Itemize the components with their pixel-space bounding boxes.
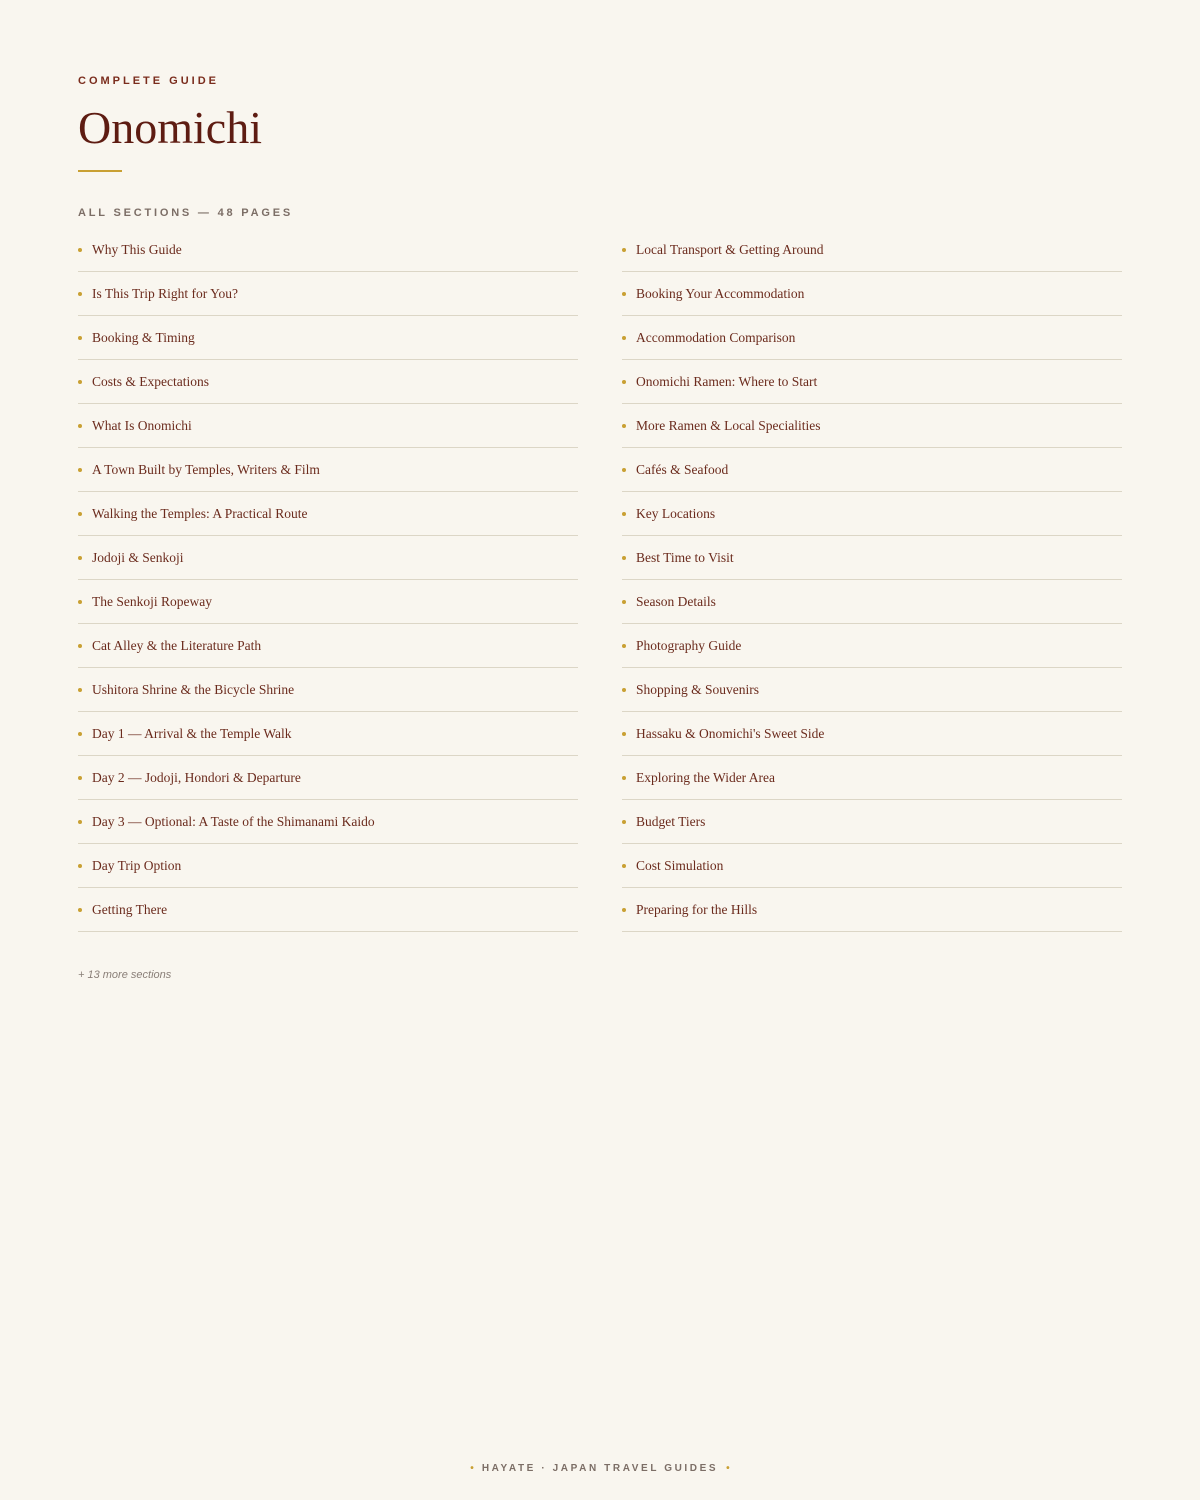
bullet-icon xyxy=(78,820,82,824)
page-title: Onomichi xyxy=(78,102,262,153)
bullet-icon xyxy=(78,864,82,868)
list-item[interactable] xyxy=(78,580,578,624)
list-item-label: Cat Alley & the Literature Path xyxy=(92,638,262,653)
bullet-icon xyxy=(622,380,626,384)
list-item-label: Shopping & Souvenirs xyxy=(636,682,760,697)
list-item[interactable] xyxy=(78,756,578,800)
list-item[interactable] xyxy=(622,888,1122,932)
list-item-label: Jodoji & Senkoji xyxy=(92,550,184,565)
bullet-icon xyxy=(622,292,626,296)
list-item-label: Budget Tiers xyxy=(636,814,706,829)
list-item-label: Best Time to Visit xyxy=(636,550,734,565)
bullet-icon xyxy=(78,908,82,912)
list-item-label: Accommodation Comparison xyxy=(636,330,796,345)
list-item-label: Is This Trip Right for You? xyxy=(92,286,239,301)
list-item-label: Day 2 — Jodoji, Hondori & Departure xyxy=(92,770,301,785)
list-item[interactable] xyxy=(622,448,1122,492)
list-item-label: Season Details xyxy=(636,594,716,609)
list-item-label: Local Transport & Getting Around xyxy=(636,242,824,257)
list-item[interactable] xyxy=(78,228,578,272)
list-item-label: Preparing for the Hills xyxy=(636,902,758,917)
bullet-icon xyxy=(622,776,626,780)
bullet-icon xyxy=(78,380,82,384)
bullet-icon xyxy=(78,600,82,604)
list-item[interactable] xyxy=(78,404,578,448)
bullet-icon xyxy=(622,644,626,648)
list-item-label: Ushitora Shrine & the Bicycle Shrine xyxy=(92,682,295,697)
sections-heading: ALL SECTIONS — 48 PAGES xyxy=(78,207,293,219)
bullet-icon xyxy=(78,512,82,516)
dot-icon: • xyxy=(726,1463,730,1474)
list-item[interactable] xyxy=(78,888,578,932)
bullet-icon xyxy=(78,644,82,648)
bullet-icon xyxy=(622,820,626,824)
bullet-icon xyxy=(622,512,626,516)
list-item-label: Why This Guide xyxy=(92,242,182,257)
list-item[interactable] xyxy=(78,624,578,668)
list-item[interactable] xyxy=(78,844,578,888)
list-item[interactable] xyxy=(622,712,1122,756)
bullet-icon xyxy=(78,336,82,340)
list-item[interactable] xyxy=(622,272,1122,316)
bullet-icon xyxy=(78,556,82,560)
list-item-label: Key Locations xyxy=(636,506,716,521)
list-item-label: Day 1 — Arrival & the Temple Walk xyxy=(92,726,292,741)
bullet-icon xyxy=(622,732,626,736)
bullet-icon xyxy=(622,468,626,472)
list-item[interactable] xyxy=(78,536,578,580)
bullet-icon xyxy=(78,468,82,472)
bullet-icon xyxy=(78,248,82,252)
bullet-icon xyxy=(78,776,82,780)
list-item-label: The Senkoji Ropeway xyxy=(92,594,212,609)
list-item-label: More Ramen & Local Specialities xyxy=(636,418,821,433)
list-item-label: Booking & Timing xyxy=(92,330,195,345)
list-item-label: Cafés & Seafood xyxy=(636,462,729,477)
bullet-icon xyxy=(78,688,82,692)
list-item-label: Onomichi Ramen: Where to Start xyxy=(636,374,818,389)
list-item-label: Booking Your Accommodation xyxy=(636,286,805,301)
dot-icon: • xyxy=(470,1463,474,1474)
list-item[interactable] xyxy=(622,536,1122,580)
bullet-icon xyxy=(622,908,626,912)
list-item[interactable] xyxy=(622,404,1122,448)
list-item-label: Exploring the Wider Area xyxy=(636,770,776,785)
list-item-label: Day Trip Option xyxy=(92,858,182,873)
list-item[interactable] xyxy=(78,492,578,536)
list-item-label: Cost Simulation xyxy=(636,858,724,873)
list-item[interactable] xyxy=(78,800,578,844)
list-item[interactable] xyxy=(622,844,1122,888)
list-item[interactable] xyxy=(78,668,578,712)
list-item[interactable] xyxy=(622,492,1122,536)
list-item-label: Photography Guide xyxy=(636,638,742,653)
bullet-icon xyxy=(622,248,626,252)
footer-text: HAYATE · JAPAN TRAVEL GUIDES xyxy=(481,1463,719,1474)
bullet-icon xyxy=(622,336,626,340)
list-item[interactable] xyxy=(622,756,1122,800)
list-item-label: A Town Built by Temples, Writers & Film xyxy=(92,462,320,477)
list-item[interactable] xyxy=(622,360,1122,404)
bullet-icon xyxy=(622,424,626,428)
eyebrow-label: COMPLETE GUIDE xyxy=(78,75,220,87)
more-sections-note: + 13 more sections xyxy=(78,969,172,981)
list-item[interactable] xyxy=(622,624,1122,668)
list-item[interactable] xyxy=(622,668,1122,712)
list-item[interactable] xyxy=(78,712,578,756)
list-item-label: Day 3 — Optional: A Taste of the Shimanami Kaido xyxy=(92,814,375,829)
bullet-icon xyxy=(78,292,82,296)
list-item[interactable] xyxy=(622,580,1122,624)
title-underline xyxy=(78,170,122,172)
list-item[interactable] xyxy=(622,316,1122,360)
list-item[interactable] xyxy=(78,316,578,360)
bullet-icon xyxy=(622,556,626,560)
sections-list-left xyxy=(78,228,578,932)
list-item-label: Hassaku & Onomichi's Sweet Side xyxy=(636,726,825,741)
bullet-icon xyxy=(622,600,626,604)
bullet-icon xyxy=(78,732,82,736)
list-item-label: Getting There xyxy=(92,902,168,917)
list-item-label: What Is Onomichi xyxy=(92,418,192,433)
list-item[interactable] xyxy=(622,800,1122,844)
bullet-icon xyxy=(622,688,626,692)
list-item[interactable] xyxy=(78,360,578,404)
page-footer xyxy=(0,1463,1200,1474)
list-item[interactable] xyxy=(622,228,1122,272)
bullet-icon xyxy=(78,424,82,428)
list-item-label: Walking the Temples: A Practical Route xyxy=(92,506,308,521)
sections-list-right xyxy=(622,228,1122,932)
list-item[interactable] xyxy=(78,272,578,316)
bullet-icon xyxy=(622,864,626,868)
list-item[interactable] xyxy=(78,448,578,492)
list-item-label: Costs & Expectations xyxy=(92,374,209,389)
